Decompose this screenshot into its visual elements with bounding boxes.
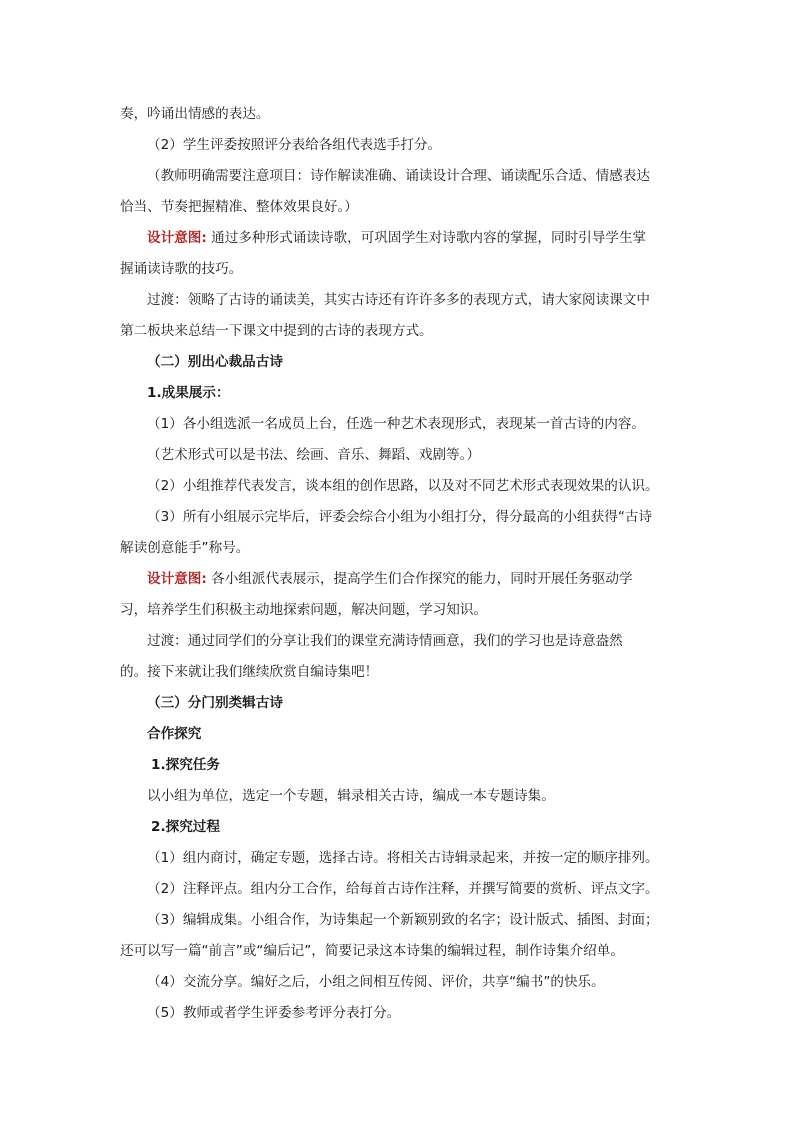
design-intent-label: 设计意图: (147, 571, 207, 587)
design-intent-line (120, 223, 672, 254)
paragraph-line: 习，培养学生们积极主动地探索问题，解决问题，学习知识。 (120, 602, 488, 618)
section-heading: （三）分门别类辑古诗 (147, 695, 283, 711)
paragraph-line: （3）所有小组展示完毕后，评委会综合小组为小组打分，得分最高的小组获得“古诗 (147, 509, 653, 525)
paragraph-line: 的。接下来就让我们继续欣赏自编诗集吧！ (120, 664, 379, 680)
document-body (120, 99, 672, 1029)
design-intent-label: 设计意图: (147, 230, 207, 246)
design-intent-text: 各小组派代表展示，提高学生们合作探究的能力，同时开展任务驱动学 (211, 571, 633, 587)
paragraph-line: （2）学生评委按照评分表给各组代表选手打分。 (147, 137, 442, 153)
paragraph-line: 以小组为单位，选定一个专题，辑录相关古诗，编成一本专题诗集。 (147, 788, 555, 804)
paragraph-line: 握诵读诗歌的技巧。 (120, 261, 243, 277)
design-intent-text: 通过多种形式诵读诗歌，可巩固学生对诗歌内容的掌握，同时引导学生掌 (211, 230, 647, 246)
paragraph-line: （1）组内商讨，确定专题，选择古诗。将相关古诗辑录起来，并按一定的顺序排列。 (147, 850, 659, 866)
subsection-heading: 合作探究 (147, 726, 202, 742)
subsection-heading: 2.探究过程 (151, 819, 220, 835)
paragraph-line: （4）交流分享。编好之后，小组之间相互传阅、评价，共享“编书”的快乐。 (147, 974, 605, 990)
paragraph-line: （艺术形式可以是书法、绘画、音乐、舞蹈、戏剧等。） (147, 447, 481, 463)
transition-line: 过渡：通过同学们的分享让我们的课堂充满诗情画意，我们的学习也是诗意盎然 (147, 633, 623, 649)
paragraph-line: （2）注释评点。组内分工合作，给每首古诗作注释，并撰写简要的赏析、评点文字。 (147, 881, 659, 897)
paragraph-line: （教师明确需要注意项目：诗作解读准确、诵读设计合理、诵读配乐合适、情感表达 (147, 168, 650, 184)
subsection-heading: 1.成果展示： (147, 385, 230, 401)
subsection-heading: 1.探究任务 (151, 757, 220, 773)
paragraph-line: （5）教师或者学生评委参考评分表打分。 (147, 1005, 401, 1021)
paragraph-line: 恰当、节奏把握精准、整体效果良好。） (120, 199, 358, 215)
paragraph-line: （3）编辑成集。小组合作，为诗集起一个新颖别致的名字；设计版式、插图、封面； (147, 912, 659, 928)
paragraph-line: 奏，吟诵出情感的表达。 (120, 106, 270, 122)
paragraph-line: 解读创意能手”称号。 (120, 540, 250, 556)
transition-line: 过渡：领略了古诗的诵读美，其实古诗还有许许多多的表现方式，请大家阅读课文中 (147, 292, 650, 308)
paragraph-line: （1）各小组选派一名成员上台，任选一种艺术表现形式，表现某一首古诗的内容。 (147, 416, 646, 432)
design-intent-line (120, 564, 672, 595)
section-heading: （二）别出心裁品古诗 (147, 354, 283, 370)
paragraph-line: 还可以写一篇“前言”或“编后记”，简要记录这本诗集的编辑过程，制作诗集介绍单。 (120, 943, 624, 959)
paragraph-line: 第二板块来总结一下课文中提到的古诗的表现方式。 (120, 323, 433, 339)
paragraph-line: （2）小组推荐代表发言，谈本组的创作思路，以及对不同艺术形式表现效果的认识。 (147, 478, 659, 494)
